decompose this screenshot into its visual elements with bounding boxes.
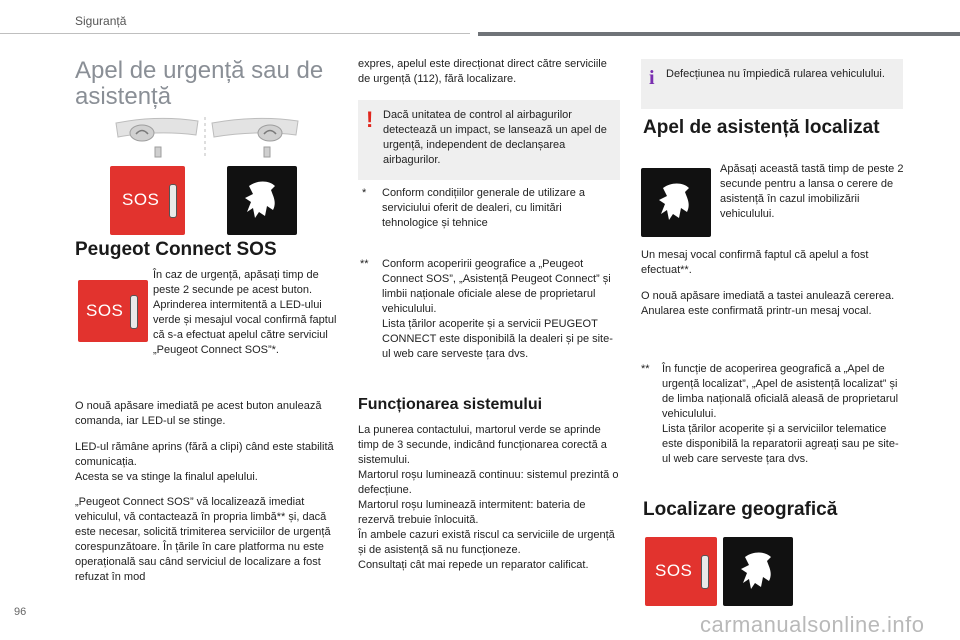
page-title-line2: asistență [75,83,172,110]
system-text-4: În ambele cazuri există riscul ca serviciile de urgență și de asistență să nu funcționeze. [358,529,615,556]
sos-button-label: SOS [655,561,693,580]
led-indicator [701,555,709,589]
watermark: carmanualsonline.info [700,612,925,637]
footnote-1-mark: * [362,187,367,199]
system-text-5: Consultați cât mai repede un reparator calificat. [358,559,589,571]
page-title-line1: Apel de urgență sau de [75,57,324,84]
peugeot-lion-icon [227,166,297,235]
footnote-3-text-a: În funcție de acoperirea geografică a „Apel de urgență localizat”, „Apel de asistență localizat” și de limba națională oficială aleasă de proprietarul vehiculului. [662,363,899,420]
peugeot-lion-icon [723,537,793,606]
heading-localized-assistance: Apel de asistență localizat [643,117,880,138]
system-text-1: La punerea contactului, martorul verde se aprinde timp de 3 secunde, indicând funcționarea corectă a sistemului. [358,424,607,466]
warning-text: Dacă unitatea de control al airbagurilor detectează un impact, se lansează un apel de urgență, independent de declanșarea airbagurilor. [383,109,607,166]
sos-button-icon [78,280,148,342]
footnote-2 [360,257,620,362]
footnote-1-text: Conform condițiilor generale de utilizare a serviciului oferit de dealeri, cu limitări tehnologice și tehnice [382,187,585,229]
paragraph-led-line1: LED-ul rămâne aprins (fără a clipi) când este stabilită comunicația. [75,441,334,468]
footnote-2-text-a: Conform acoperirii geografice a „Peugeot Connect SOS”, „Asistență Peugeot Connect” și limbii naționale oficiale alese de proprietarul vehiculului. [382,258,611,315]
heading-peugeot-connect-sos: Peugeot Connect SOS [75,239,277,260]
paragraph-localization: „Peugeot Connect SOS” vă localizează imediat vehiculul, vă contactează în propria limbă** și, dacă este necesar, solicită trimiterea serviciilor de urgență corespunzătoare. În țările în care platforma nu este operațională sau când serviciul de localizare a fost refuzat în mod [75,496,331,583]
system-text-3: Martorul roșu luminează intermitent: bateria de rezervă trebuie înlocuită. [358,499,586,526]
footnote-2-text-b: Lista țărilor acoperite și a servicii PEUGEOT CONNECT este disponibilă la dealeri și pe site-ul web care serveste țara dvs. [382,318,613,360]
paragraph-led [75,440,345,485]
section-title: Siguranță [75,14,127,28]
roof-console-icon [112,113,312,161]
info-text: Defecțiunea nu împiedică rularea vehiculului. [666,68,885,80]
warning-exclamation-icon: ! [366,107,374,132]
sos-button-icon [110,166,185,235]
led-indicator [130,295,138,329]
footnote-3-text-b: Lista țărilor acoperite și a serviciilor telematice este disponibilă la reparatorii agreați sau pe site-ul web care serveste țara dvs. [662,423,899,465]
peugeot-lion-icon [641,168,711,237]
paragraph-led-line2: Acesta se va stinge la finalul apelului. [75,471,258,483]
info-box [641,59,903,109]
assistance-intro-text: Apăsați această tastă timp de peste 2 secunde pentru a lansa o cerere de asistență în cazul imobilizării vehiculului. [720,163,904,220]
paragraph-cancel: O nouă apăsare imediată pe acest buton anulează comanda, iar LED-ul se stinge. [75,400,322,427]
cancel-request-line1: O nouă apăsare imediată a tastei anulează cererea. [641,290,895,302]
info-icon: i [649,67,655,89]
page-title [75,58,355,110]
footnote-1 [362,186,620,231]
paragraph-cancel-request [641,289,911,319]
sos-button-label: SOS [86,301,124,320]
sos-intro-text: În caz de urgență, apăsați timp de peste 2 secunde pe acest buton. Aprinderea intermitentă a LED-ului verde și mesajul vocal confirmă faptul că s-a efectuat apelul către serviciul „Peugeot Connect SOS”*. [153,269,337,356]
footnote-3 [641,362,905,467]
system-operation-text [358,423,620,573]
led-indicator [169,184,177,218]
header-rule [0,32,960,35]
cancel-request-line2: Anularea este confirmată printr-un mesaj vocal. [641,305,872,317]
heading-system-operation: Funcționarea sistemului [358,396,543,413]
page-number: 96 [14,606,27,618]
paragraph-voice-confirm: Un mesaj vocal confirmă faptul că apelul a fost efectuat**. [641,249,869,276]
paragraph-continuation: expres, apelul este direcționat direct către serviciile de urgență (112), fără localizare. [358,58,607,85]
system-text-2: Martorul roșu luminează continuu: sistemul prezintă o defecțiune. [358,469,619,496]
footnote-3-mark: ** [641,363,650,375]
heading-geolocation: Localizare geografică [643,499,838,520]
footnote-2-mark: ** [360,258,369,270]
sos-button-label: SOS [122,190,160,209]
sos-button-icon [645,537,717,606]
warning-box [358,100,620,180]
